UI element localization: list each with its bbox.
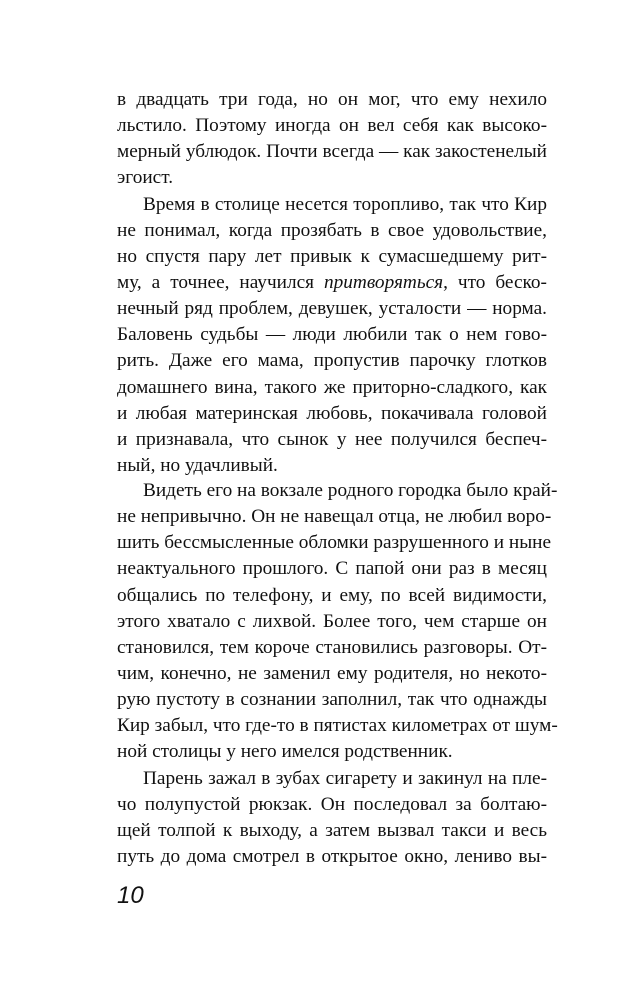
text-line: Парень зажал в зубах сигарету и закинул на пле- bbox=[143, 767, 547, 789]
text-line: нечный ряд проблем, девушек, усталости — норма. bbox=[117, 298, 547, 320]
text-line: рую пустоту в сознании заполнил, так что однажды bbox=[117, 689, 547, 711]
text-segment: , что беско- bbox=[443, 271, 547, 293]
page-number: 10 bbox=[117, 882, 144, 909]
text-block-2 bbox=[117, 478, 558, 870]
text-line: рить. Даже его мама, пропустив парочку глотков bbox=[117, 350, 547, 372]
text-line: становился, тем короче становились разговоры. От- bbox=[117, 636, 547, 658]
text-line: чим, конечно, не заменил ему родителя, но некото- bbox=[117, 662, 547, 684]
text-line: мерный ублюдок. Почти всегда — как закостенелый bbox=[117, 141, 547, 163]
text-line: этого хватало с лихвой. Более того, чем старше он bbox=[117, 610, 547, 632]
text-line: путь до дома смотрел в открытое окно, лениво вы- bbox=[117, 845, 547, 867]
text-line-with-emphasis bbox=[117, 270, 547, 296]
text-line: общались по телефону, и ему, по всей видимости, bbox=[117, 584, 547, 606]
text-line: Время в столице несется торопливо, так что Кир bbox=[143, 193, 547, 215]
text-line: неактуального прошлого. С папой они раз в месяц bbox=[117, 558, 547, 580]
text-line: шить бессмысленные обломки разрушенного и ныне bbox=[117, 532, 552, 554]
text-line: ной столицы у него имелся родственник. bbox=[117, 741, 453, 763]
text-line: но спустя пару лет привык к сумасшедшему рит- bbox=[117, 245, 547, 267]
text-line: чо полупустой рюкзак. Он последовал за болтаю- bbox=[117, 793, 547, 815]
text-line: домашнего вина, такого же приторно-сладкого, как bbox=[117, 376, 547, 398]
text-line: Видеть его на вокзале родного городка было край- bbox=[143, 480, 558, 501]
text-line: льстило. Поэтому иногда он вел себя как высоко- bbox=[117, 115, 547, 137]
emphasized-word: притворяться bbox=[323, 271, 444, 293]
text-segment: му, а точнее, научился bbox=[117, 271, 315, 293]
text-line: не понимал, когда прозябать в свое удовольствие, bbox=[117, 219, 547, 241]
text-line: в двадцать три года, но он мог, что ему нехило bbox=[117, 89, 547, 110]
text-line: Кир забыл, что где-то в пятистах километрах от шум- bbox=[117, 715, 558, 737]
text-line: не непривычно. Он не навещал отца, не любил воро- bbox=[117, 506, 552, 528]
text-line: и признавала, что сынок у нее получился беспеч- bbox=[117, 428, 547, 450]
text-line: и любая материнская любовь, покачивала головой bbox=[117, 402, 547, 424]
text-line: Баловень судьбы — люди любили так о нем гово- bbox=[117, 324, 547, 346]
text-line: щей толпой к выходу, а затем вызвал такси и весь bbox=[117, 819, 547, 841]
text-block-1 bbox=[117, 87, 547, 479]
text-line: ный, но удачливый. bbox=[117, 454, 278, 476]
text-line: эгоист. bbox=[117, 167, 174, 189]
